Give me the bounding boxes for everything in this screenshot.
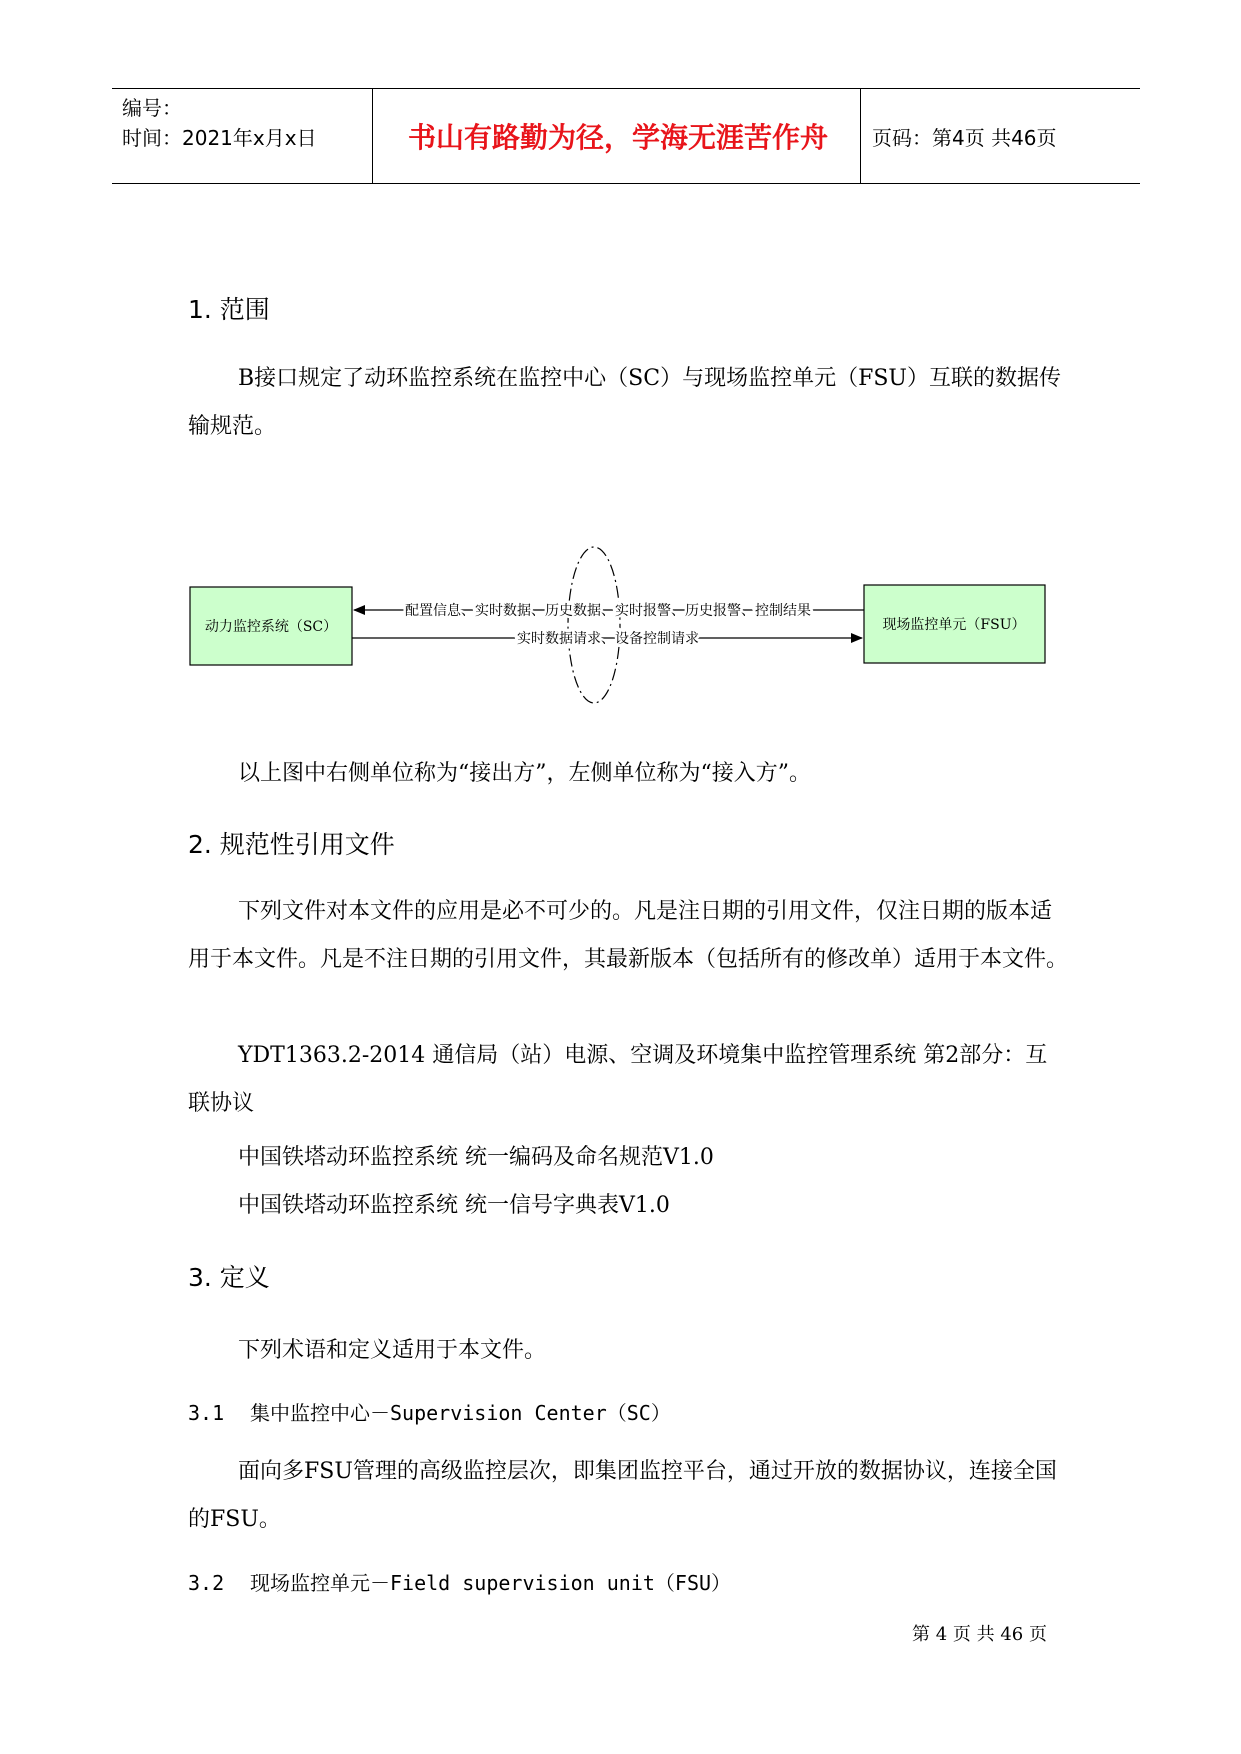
- definition-title-text: 集中监控中心－Supervision Center（SC）: [250, 1401, 671, 1425]
- interface-diagram: [0, 540, 1241, 710]
- definition-title-text: 现场监控单元－Field supervision unit（FSU）: [250, 1571, 732, 1595]
- boundary-ellipse: [568, 547, 620, 703]
- definition-text-sc: 面向多FSU管理的高级监控层次，即集团监控平台，通过开放的数据协议，连接全国的FSU。: [188, 1459, 1057, 1532]
- definitions-intro: 下列术语和定义适用于本文件。: [238, 1338, 547, 1363]
- reference-item-1: [188, 1032, 1068, 1128]
- scope-text: B接口规定了动环监控系统在监控中心（SC）与现场监控单元（FSU）互联的数据传输规范。: [188, 366, 1061, 439]
- definition-paragraph-sc: [188, 1448, 1068, 1544]
- definition-title-sc: [188, 1397, 671, 1426]
- header-meta: [122, 93, 317, 153]
- arrow-top-label: 配置信息、实时数据、历史数据、实时报警、历史报警、控制结果: [405, 603, 811, 619]
- section-heading-references: 2. 规范性引用文件: [188, 830, 395, 859]
- definition-title-fsu: [188, 1567, 731, 1596]
- reference-item-3: 中国铁塔动环监控系统 统一信号字典表V1.0: [238, 1193, 670, 1218]
- references-paragraph: [188, 888, 1068, 984]
- section-heading-scope: 1. 范围: [188, 295, 270, 324]
- page-header: [112, 88, 1140, 184]
- definition-number: 3.1: [188, 1401, 225, 1425]
- doc-number-label: 编号：: [122, 96, 182, 120]
- scope-paragraph: [188, 355, 1068, 451]
- header-motto: 书山有路勤为径，学海无涯苦作舟: [407, 121, 828, 154]
- arrow-bottom-label: 实时数据请求、设备控制请求: [517, 631, 699, 647]
- fsu-box-label: 现场监控单元（FSU）: [882, 617, 1026, 633]
- reference-item-2: 中国铁塔动环监控系统 统一编码及命名规范V1.0: [238, 1145, 714, 1170]
- references-text: 下列文件对本文件的应用是必不可少的。凡是注日期的引用文件，仅注日期的版本适用于本文件。凡是不注日期的引用文件，其最新版本（包括所有的修改单）适用于本文件。: [188, 899, 1069, 972]
- sc-box-label: 动力监控系统（SC）: [204, 619, 338, 635]
- definition-number: 3.2: [188, 1571, 225, 1595]
- section-heading-definitions: 3. 定义: [188, 1263, 270, 1292]
- header-divider: [372, 89, 373, 183]
- header-page-info: 页码：第4页 共46页: [872, 125, 1057, 150]
- diagram-note: 以上图中右侧单位称为“接出方”，左侧单位称为“接入方”。: [238, 761, 811, 786]
- page-footer: 第 4 页 共 46 页: [912, 1624, 1047, 1645]
- doc-time-label: 时间：2021年x月x日: [122, 126, 317, 150]
- reference-text-1: YDT1363.2-2014 通信局（站）电源、空调及环境集中监控管理系统 第2部分：互联协议: [188, 1043, 1048, 1116]
